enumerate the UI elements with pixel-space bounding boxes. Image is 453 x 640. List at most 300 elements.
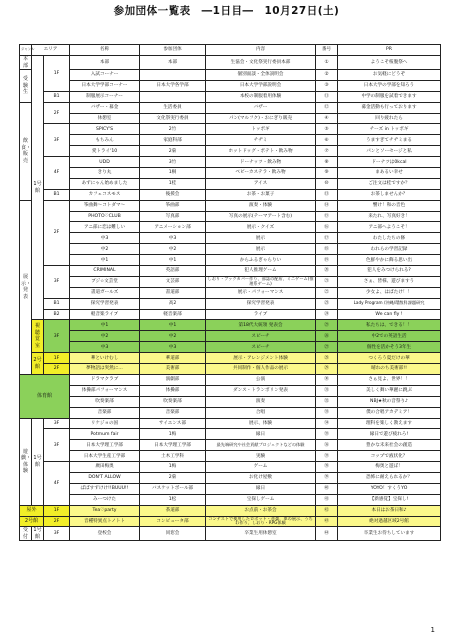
- row-pr: まあるい幸せ: [338, 168, 441, 179]
- row-name: 中1: [70, 255, 140, 266]
- table-row: [20, 70, 441, 81]
- row-pr: ドーナツは0kcal: [338, 157, 441, 168]
- floor-label: B1: [44, 189, 70, 200]
- row-number: ①: [316, 56, 338, 70]
- row-number: ㊴: [316, 472, 338, 483]
- row-number: ⑧: [316, 157, 338, 168]
- row-content: 生協会・文化祭実行委員本部: [206, 56, 316, 70]
- row-group: 書道部: [140, 287, 206, 298]
- table-row: [20, 113, 441, 124]
- row-group: 後援会: [140, 189, 206, 200]
- row-group: 1松: [140, 494, 206, 505]
- floor-label: 3F: [44, 320, 70, 353]
- row-group: 吹奏楽部: [140, 396, 206, 407]
- table-row: [20, 276, 441, 287]
- row-content: 展示・クイズ: [206, 222, 316, 233]
- row-number: ⑦: [316, 146, 338, 157]
- row-name: SPICY'S: [70, 124, 140, 135]
- row-group: 2竹: [140, 124, 206, 135]
- row-number: ⑨: [316, 168, 338, 179]
- row-number: ㊵: [316, 483, 338, 494]
- header-area: エリア: [32, 45, 70, 56]
- section-label: 視聴覚室: [32, 320, 44, 353]
- row-name: 探究学習発表: [70, 298, 140, 309]
- row-name: PHOTO♡CLUB: [70, 211, 140, 222]
- header-row: [20, 45, 441, 56]
- table-row: [20, 396, 441, 407]
- row-number: ㉔: [316, 309, 338, 320]
- row-pr: 卒業生お待ちしています: [338, 527, 441, 541]
- section-label: 受験生: [20, 70, 32, 103]
- floor-label: 3F: [44, 429, 70, 462]
- row-pr: We can fly !: [338, 309, 441, 320]
- table-row: [20, 527, 441, 541]
- section-label: 体育館: [20, 374, 70, 418]
- section-label: 1号館: [32, 418, 44, 505]
- row-pr: 【新感覚】宝探し!: [338, 494, 441, 505]
- row-group: 2菊: [140, 146, 206, 157]
- row-name: 中2: [70, 244, 140, 255]
- row-number: ㉞: [316, 418, 338, 429]
- row-name: バザー・募金: [70, 102, 140, 113]
- row-number: ㉗: [316, 342, 338, 353]
- row-name: リケジョの国: [70, 418, 140, 429]
- row-content: ホットドッグ・ポテト・飲み物: [206, 146, 316, 157]
- section-label: 展示・発表: [20, 200, 32, 374]
- row-group: 日本大学各学部: [140, 80, 206, 91]
- row-name: 音楽部: [70, 407, 140, 418]
- row-name: 華といけむし: [70, 353, 140, 364]
- row-content: 写真の展示(テーマアート含む): [206, 211, 316, 222]
- row-content: 合唱: [206, 407, 316, 418]
- table-row: [20, 364, 441, 375]
- row-pr: お茶しませんか？: [338, 189, 441, 200]
- row-number: ⑩: [316, 178, 338, 189]
- row-pr: 本日はお茶日和♪: [338, 505, 441, 516]
- row-content: 展示: [206, 244, 316, 255]
- row-name: 書道ガールズ: [70, 287, 140, 298]
- row-pr: 豊かな未来社会の創造: [338, 440, 441, 451]
- table-row: [20, 80, 441, 91]
- row-group: 1桐: [140, 168, 206, 179]
- row-number: ㊹: [316, 527, 338, 541]
- table-row: [20, 451, 441, 462]
- table-row: [20, 353, 441, 364]
- row-content: お点前・お茶会: [206, 505, 316, 516]
- row-name: ブジ☆文芸堂: [70, 276, 140, 287]
- table-row: [20, 309, 441, 320]
- row-content: スピーチ: [206, 331, 316, 342]
- row-content: 演奏・体験: [206, 200, 316, 211]
- row-pr: 募金活動も行っております: [338, 102, 441, 113]
- table-row: [20, 287, 441, 298]
- table-row: [20, 135, 441, 146]
- row-group: アニメーション部: [140, 222, 206, 233]
- row-pr: 色鮮やかに飾る思い出: [338, 255, 441, 266]
- row-number: ㊳: [316, 462, 338, 473]
- table-row: [20, 494, 441, 505]
- table-row: [20, 244, 441, 255]
- row-content: 展示・アレンジメント体験: [206, 353, 316, 364]
- row-content: 縁日: [206, 429, 316, 440]
- row-number: ⑱: [316, 244, 338, 255]
- row-pr: さぁ見よ、世界！！: [338, 374, 441, 385]
- section-label: 2号館: [32, 353, 44, 375]
- table-row: [20, 483, 441, 494]
- row-number: ⑥: [316, 135, 338, 146]
- row-number: ㊱: [316, 440, 338, 451]
- row-pr: お気軽にどうぞ: [338, 70, 441, 81]
- table-row: [20, 189, 441, 200]
- row-pr: パンとソーセージと私: [338, 146, 441, 157]
- row-group: 音楽部: [140, 407, 206, 418]
- row-pr: コップで液状化？: [338, 451, 441, 462]
- row-name: 軽音楽ライブ: [70, 309, 140, 320]
- table-row: [20, 407, 441, 418]
- row-content: 個別面談・全体説明会: [206, 70, 316, 81]
- row-name: 愛トライ'10: [70, 146, 140, 157]
- floor-label: 4F: [44, 157, 70, 190]
- table-row: [20, 56, 441, 70]
- row-number: ㊶: [316, 494, 338, 505]
- row-group: 土木工学科: [140, 451, 206, 462]
- row-group: 中1: [140, 320, 206, 331]
- row-pr: 響け！和の音色: [338, 200, 441, 211]
- floor-label: 3F: [44, 124, 70, 157]
- table-row: [20, 505, 441, 516]
- row-name: 日本大学学部コーナー: [70, 80, 140, 91]
- row-number: ㉑: [316, 276, 338, 287]
- table-row: [20, 102, 441, 113]
- table-row: [20, 440, 441, 451]
- row-pr: 僕の合唱アカデミア！: [338, 407, 441, 418]
- row-pr: 恐怖に耐えられるか？: [338, 472, 441, 483]
- table-row: [20, 233, 441, 244]
- table-row: [20, 385, 441, 396]
- row-name: カフェコスモス: [70, 189, 140, 200]
- row-pr: 来たれ、写真好き！: [338, 211, 441, 222]
- row-group: 高2: [140, 298, 206, 309]
- header-name: 名称: [70, 45, 140, 56]
- row-group: 中2: [140, 244, 206, 255]
- row-name: 休憩室: [70, 113, 140, 124]
- row-name: 入試コーナー: [70, 70, 140, 81]
- row-content: ライブ: [206, 309, 316, 320]
- section-label: 遊戯・体験: [20, 418, 32, 505]
- row-number: ㉛: [316, 385, 338, 396]
- row-pr: チーズ in トッポギ: [338, 124, 441, 135]
- row-group: 演劇部: [140, 374, 206, 385]
- section-label: 受付: [20, 527, 32, 541]
- row-pr: Lady Program /沖縄/環散科課題研究: [338, 298, 441, 309]
- floor-label: 3F: [44, 418, 70, 429]
- row-name: 体操部パフォーマンス: [70, 385, 140, 396]
- table-row: [20, 146, 441, 157]
- row-content: トッポギ: [206, 124, 316, 135]
- row-content: 公演: [206, 374, 316, 385]
- floor-label: 2F: [44, 364, 70, 375]
- row-number: ㉝: [316, 407, 338, 418]
- participant-table: [19, 44, 440, 541]
- row-number: ⑪: [316, 91, 338, 102]
- floor-label: 2F: [44, 102, 70, 124]
- row-number: ⑲: [316, 255, 338, 266]
- row-group: 体操部: [140, 385, 206, 396]
- floor-label: 1F: [44, 56, 70, 92]
- row-number: ㉕: [316, 320, 338, 331]
- section-label: 2号館: [20, 516, 44, 527]
- row-group: コンピュータ部: [140, 516, 206, 527]
- row-group: サイエンス部: [140, 418, 206, 429]
- row-pr: 中学の制服を試着できます: [338, 91, 441, 102]
- table-row: [20, 222, 441, 233]
- row-group: 生活委員: [140, 102, 206, 113]
- row-name: 廣田梅奥: [70, 462, 140, 473]
- row-number: ㊸: [316, 516, 338, 527]
- row-content: ダンス・トランポリン発表: [206, 385, 316, 396]
- row-pr: さぁ、皆様、遊びますう: [338, 276, 441, 287]
- row-group: 1桂: [140, 178, 206, 189]
- row-content: ベビーカステラ・飲み物: [206, 168, 316, 179]
- row-content: 宝探しゲーム: [206, 494, 316, 505]
- row-pr: 縁日で遊び疲れろ!: [338, 429, 441, 440]
- row-content: 演奏: [206, 396, 316, 407]
- table-row: [20, 124, 441, 135]
- row-group: 日本大学理工学部: [140, 440, 206, 451]
- header-genre: ジャンル: [20, 45, 32, 56]
- row-group: 茶道部: [140, 505, 206, 516]
- row-pr: アニ部へようこそ！: [338, 222, 441, 233]
- row-content: お茶・お菓子: [206, 189, 316, 200]
- row-name: 吹奏楽部: [70, 396, 140, 407]
- row-name: もちみん: [70, 135, 140, 146]
- row-content: コンテストで使用したロボット・音楽、車の展示、うちわ作り、しおり・RPG体験: [206, 516, 316, 527]
- table-row: [20, 157, 441, 168]
- row-name: 日本大学理工学部: [70, 440, 140, 451]
- table-row: [20, 342, 441, 353]
- row-name: 音種特異点トノトト: [70, 516, 140, 527]
- row-name: 夢物語は突然に…: [70, 364, 140, 375]
- row-group: 本部: [140, 56, 206, 70]
- row-name: 中3: [70, 342, 140, 353]
- table-row: [20, 472, 441, 483]
- row-group: 文化祭実行委員: [140, 113, 206, 124]
- table-row: [20, 266, 441, 277]
- row-name: DON'T ALLOW: [70, 472, 140, 483]
- row-pr: 日本大学の学部を知ろう: [338, 80, 441, 91]
- row-pr: 中2での英語生活: [338, 331, 441, 342]
- row-content: ゲーム: [206, 462, 316, 473]
- row-content: からふるぎゃらりい: [206, 255, 316, 266]
- row-content: 卒業生用休憩室: [206, 527, 316, 541]
- header-content: 内容: [206, 45, 316, 56]
- row-group: 中3: [140, 233, 206, 244]
- row-content: 展示、体験: [206, 418, 316, 429]
- row-group: 中2: [140, 331, 206, 342]
- row-name: ぱばすずけけ!!BUUU!!: [70, 483, 140, 494]
- row-content: しおり・ブックカバー作り、部誌の配布、ミニゲーム(推理系ゲーム): [207, 276, 314, 286]
- row-number: ㉟: [316, 429, 338, 440]
- row-name: 中1: [70, 320, 140, 331]
- row-pr: 個性を活かそう3年生: [338, 342, 441, 353]
- row-name: みーつけた: [70, 494, 140, 505]
- floor-label: 3F: [44, 527, 70, 541]
- floor-label: 2F: [44, 200, 70, 265]
- table-row: [20, 320, 441, 331]
- row-content: お化け屋敷: [206, 472, 316, 483]
- floor-label: B2: [44, 309, 70, 320]
- row-group: 3竹: [140, 157, 206, 168]
- row-content: チヂミ: [206, 135, 316, 146]
- row-number: ㉓: [316, 298, 338, 309]
- row-content: 第18代大統領 発表会: [206, 320, 316, 331]
- row-pr: われらの学習記録: [338, 244, 441, 255]
- table-row: [20, 255, 441, 266]
- row-pr: 犯人をみつけられる?: [338, 266, 441, 277]
- row-name: 本部: [70, 56, 140, 70]
- row-content: 展示: [206, 233, 316, 244]
- header-number: 番号: [316, 45, 338, 56]
- row-name: ドラマクラブ: [70, 374, 140, 385]
- row-number: ⑳: [316, 266, 338, 277]
- row-number: ㉙: [316, 364, 338, 375]
- row-name: CRIMINAL: [70, 266, 140, 277]
- row-number: ㉚: [316, 374, 338, 385]
- row-group: 中1: [140, 255, 206, 266]
- floor-label: B1: [44, 298, 70, 309]
- row-pr: うますぎてチヂミまる: [338, 135, 441, 146]
- table-row: [20, 462, 441, 473]
- row-content: 最先端研究や社会貢献プロジェクトなどの体験: [206, 440, 316, 451]
- row-name: Tea♡party: [70, 505, 140, 516]
- row-pr: 少女よ、はばたけ！！: [338, 287, 441, 298]
- row-number: ㉖: [316, 331, 338, 342]
- row-group: 中3: [140, 342, 206, 353]
- table-row: [20, 168, 441, 179]
- floor-label: 1F: [44, 353, 70, 364]
- row-number: ⑤: [316, 124, 338, 135]
- row-group: 軽音楽部: [140, 309, 206, 320]
- row-group: 筝曲部: [140, 200, 206, 211]
- row-number: ③: [316, 80, 338, 91]
- table-row: [20, 429, 441, 440]
- row-number: ⑭: [316, 200, 338, 211]
- row-number: ⑮: [316, 211, 338, 222]
- row-number: ㉘: [316, 353, 338, 364]
- row-group: 写真部: [140, 211, 206, 222]
- row-pr: YOYO！すくうYO: [338, 483, 441, 494]
- row-group: 美術部: [140, 364, 206, 375]
- table-row: [20, 178, 441, 189]
- row-pr: NBJ★秋の音祭り♪: [338, 396, 441, 407]
- row-number: ㉜: [316, 396, 338, 407]
- section-label: 1号館: [33, 527, 42, 540]
- row-number: ⑫: [316, 102, 338, 113]
- row-number: ⑯: [316, 222, 338, 233]
- row-content: 縁日: [206, 483, 316, 494]
- row-group: 1梅: [140, 462, 206, 473]
- row-number: ⑰: [316, 233, 338, 244]
- section-label: 屋外: [20, 505, 44, 516]
- row-name: きり丸: [70, 168, 140, 179]
- page-number: 1: [430, 626, 435, 634]
- row-name: 日本大学生産工学部: [70, 451, 140, 462]
- row-pr: ご注文は桂ですか？: [338, 178, 441, 189]
- row-name: 中2: [70, 331, 140, 342]
- section-label: 本部: [20, 56, 32, 70]
- row-name: 中3: [70, 233, 140, 244]
- row-content: ドーナッツ・飲み物: [206, 157, 316, 168]
- section-label: 1号館: [32, 56, 44, 320]
- row-content: 共同制作・個人作品の展示: [206, 364, 316, 375]
- row-pr: 美しく舞い華麗に跳ぶ: [338, 385, 441, 396]
- row-group: [140, 91, 206, 102]
- row-content: パン(マルフク)・おにぎり販売: [206, 113, 316, 124]
- row-name: 登校会: [70, 527, 140, 541]
- table-row: [20, 331, 441, 342]
- row-name: あずにゃん始めました: [70, 178, 140, 189]
- row-content: 展示・パフォーマンス: [206, 287, 316, 298]
- row-group: 英語部: [140, 266, 206, 277]
- header-pr: PR: [338, 45, 441, 56]
- row-group: 同窓会: [140, 527, 206, 541]
- section-label: 飲食・販売: [20, 102, 32, 200]
- row-group: 家庭科部: [140, 135, 206, 146]
- row-content: 日本大学学部説明会: [206, 80, 316, 91]
- row-content: 探究学習発表: [206, 298, 316, 309]
- page-title: 参加団体一覧表 ―1日目― 10月27日(土): [113, 5, 340, 17]
- table-row: [20, 211, 441, 222]
- row-number: ㉒: [316, 287, 338, 298]
- floor-label: B1: [44, 91, 70, 102]
- row-pr: ようこそ桜腹祭へ: [338, 56, 441, 70]
- row-name: 筝曲舞～コトダマ～: [70, 200, 140, 211]
- row-pr: つくろう夏だけの華: [338, 353, 441, 364]
- floor-label: 3F: [44, 266, 70, 299]
- row-group: 2菊: [140, 472, 206, 483]
- row-content: スピーチ: [206, 342, 316, 353]
- row-content: 本校の制服着用体験: [206, 91, 316, 102]
- row-name: Potmum fair: [70, 429, 140, 440]
- row-number: ㊲: [316, 451, 338, 462]
- row-pr: 回り疲れたら: [338, 113, 441, 124]
- row-name: 制服展示コーナー: [70, 91, 140, 102]
- row-group: 文芸部: [140, 276, 206, 287]
- table-row: [20, 418, 441, 429]
- row-content: バザー: [206, 102, 316, 113]
- row-content: 犯人推理ゲーム: [206, 266, 316, 277]
- row-group: [140, 70, 206, 81]
- row-number: ⑬: [316, 189, 338, 200]
- table-row: [20, 91, 441, 102]
- row-name: UDD: [70, 157, 140, 168]
- row-number: ㊷: [316, 505, 338, 516]
- row-pr: わたしたちの修: [338, 233, 441, 244]
- row-pr: 絶対過越区域2号館: [338, 516, 441, 527]
- row-pr: 理科を楽しく教えます: [338, 418, 441, 429]
- row-name: アニ部に恋は難しい: [70, 222, 140, 233]
- row-pr: 梅奥と遊ぼ！: [338, 462, 441, 473]
- floor-label: 2F: [44, 516, 70, 527]
- row-number: ④: [316, 113, 338, 124]
- table-row: [20, 298, 441, 309]
- row-group: 1梅: [140, 429, 206, 440]
- table-row: [20, 516, 441, 527]
- table-row: [20, 200, 441, 211]
- row-pr: 晴れのち美術部!!: [338, 364, 441, 375]
- row-content: 実験: [206, 451, 316, 462]
- floor-label: 4F: [44, 462, 70, 506]
